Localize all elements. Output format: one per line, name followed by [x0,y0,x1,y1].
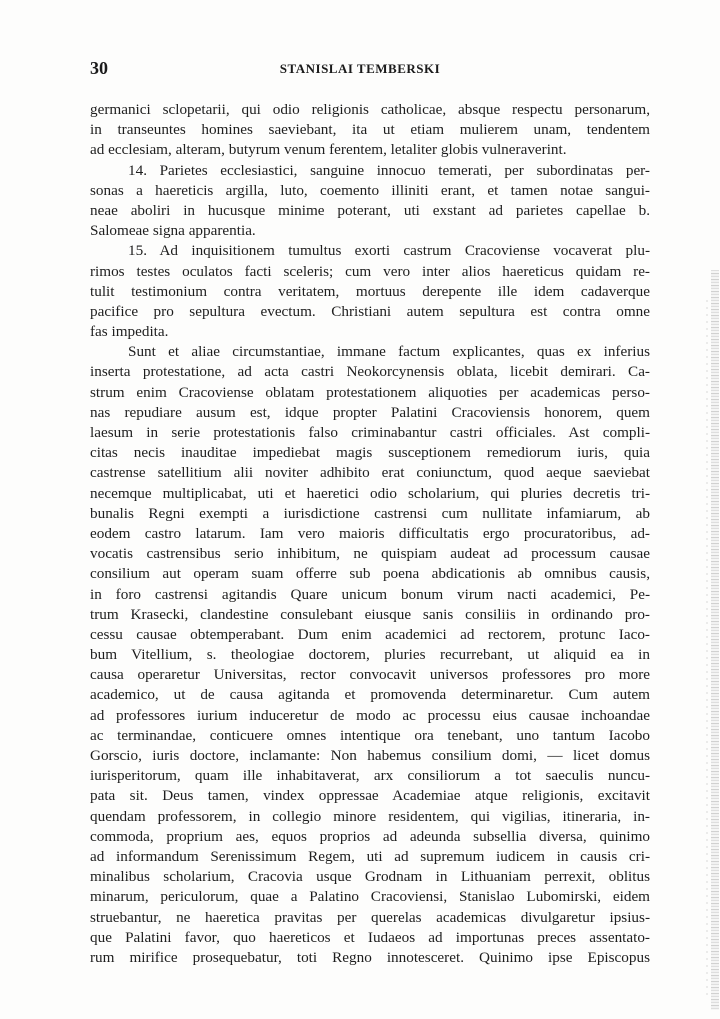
text-line: eodem castro latarum. Iam vero maioris difficultatis ergo procuratoribus, ad- [90,524,650,542]
text-line: rum mirifice prosequebatur, toti Regno innotesceret. Quinimo ipse Episcopus [90,948,650,966]
text-line: bum Vitellium, s. theologiae doctorem, pluries recurrebant, ut aliquid ea in [90,646,650,664]
text-line: in foro castrensi agitandis Quare unicum bonum virum nacti academici, Pe- [90,585,650,603]
scan-edge-artifact-secondary [706,300,708,1000]
text-line: vocatis castrensibus serio inhibitum, ne quispiam audeat ad processum causae [90,545,650,563]
text-line: academico, ut de causa agitanda et promovenda determinaretur. Cum autem [90,686,650,704]
text-line: Gorscio, iuris doctore, inclamante: Non habemus consilium domi, — licet domus [90,747,650,764]
text-line: inserta protestatione, ad acta castri Neokorcynensis oblata, licebit demirari. Ca- [90,363,650,381]
text-line: cessu causae obtemperabant. Dum enim academici ad rectorem, protunc Iaco- [90,625,650,643]
text-line: rimos testes oculatos facti sceleris; cum vero inter alios haereticus quidam re- [90,262,650,280]
text-line: nas repudiare ausum est, idque propter Palatini Cracoviensis honorem, quem [90,403,650,421]
page-number: 30 [90,58,108,78]
text-line: 15. Ad inquisitionem tumultus exorti castrum Cracoviense vocaverat plu- [128,242,650,260]
text-line: bunalis Regni exempti a iurisdictione castrensi cum nullitate infamiarum, ab [90,504,650,522]
text-line: fas impedita. [90,323,169,341]
text-line: quendam professorem, in collegio minore residentem, qui vigilias, itineraria, in- [90,807,650,825]
text-line: strum enim Cracoviense oblatam protestationem aliquoties per academicas perso- [90,383,650,401]
text-line: trum Krasecki, clandestine consulebant eiusque sanis consiliis in ordinando pro- [90,605,650,623]
text-line: minarum, periculorum, quae a Palatino Cracoviensi, Stanislao Lubomirski, eidem [90,888,650,906]
text-line: 14. Parietes ecclesiastici, sanguine innocuo temerati, per subordinatas per- [128,161,650,179]
text-line: ad ecclesiam, alteram, butyrum venum ferentem, letaliter globis vulneraverint. [90,141,567,159]
scan-edge-artifact [711,270,719,1010]
text-line: castrense satellitium alii noviter adhibito erat coniunctum, quod aeque saeviebat [90,464,650,482]
text-line: sonas a haereticis argilla, luto, coemento illiniti erant, et tamen notae sangui- [90,181,650,199]
text-line: necemque multiplicabat, uti et haeretici odio scholarium, qui pluries decretis tri- [90,484,650,502]
text-line: neae aboliri in hucusque minime poterant, uti exstant ad parietes capellae b. [90,201,650,219]
text-line: citas necis inauditae impediebat magis susceptionem remediorum iuris, quia [90,444,650,462]
text-line: que Palatini favor, quo haereticos et Iudaeos ad importunas preces assentato- [90,928,650,946]
body-text [90,100,650,968]
text-line: commoda, proprium aes, equos proprios ad adeunda subsellia diversa, quinimo [90,827,650,845]
text-line: ad informandum Serenissimum Regem, uti ad supremum iudicem in causis cri- [90,847,650,865]
text-line: laesum in serie protestationis falso criminabantur castri officiales. Ast compli- [90,424,650,441]
text-line: struebantur, ne haeretica pravitas per querelas academicas divulgaretur ipsius- [90,908,650,926]
text-line: iurisperitorum, quam ille inhabitaverat, arx consiliorum a tot saeculis nuncu- [90,767,650,785]
text-line: minalibus scholarium, Cracovia usque Grodnam in Lithuaniam perrexit, oblitus [90,868,650,886]
text-line: ac terminandae, conticuere omnes intentique ora tenebant, uno tantum Iacobo [90,726,650,744]
text-line: germanici sclopetarii, qui odio religionis catholicae, absque respectu personarum, [90,101,650,118]
text-line: in transeuntes homines saeviebant, ita ut etiam mulierem unam, tendentem [90,121,650,139]
text-line: pata sit. Deus tamen, vindex oppressae Academiae atque religionis, excitavit [90,787,650,805]
text-line: tulit testimonium contra veritatem, mortuus derepente ille idem cadaverque [90,282,650,300]
running-head: STANISLAI TEMBERSKI [279,61,441,76]
text-line: ad professores iurium induceretur de modo ac processu eius causae inchoandae [90,706,650,724]
text-line: pacifice pro sepultura evectum. Christiani autem sepultura est contra omne [90,302,650,320]
text-line: Sunt et aliae circumstantiae, immane factum explicantes, quas ex inferius [128,343,650,361]
text-line: Salomeae signa apparentia. [90,222,256,240]
text-line: consilium aut operam suam offerre sub poena abdicationis ab omnibus causis, [90,565,650,583]
text-line: causa operaretur Universitas, rector convocavit universos professores pro more [90,666,650,684]
